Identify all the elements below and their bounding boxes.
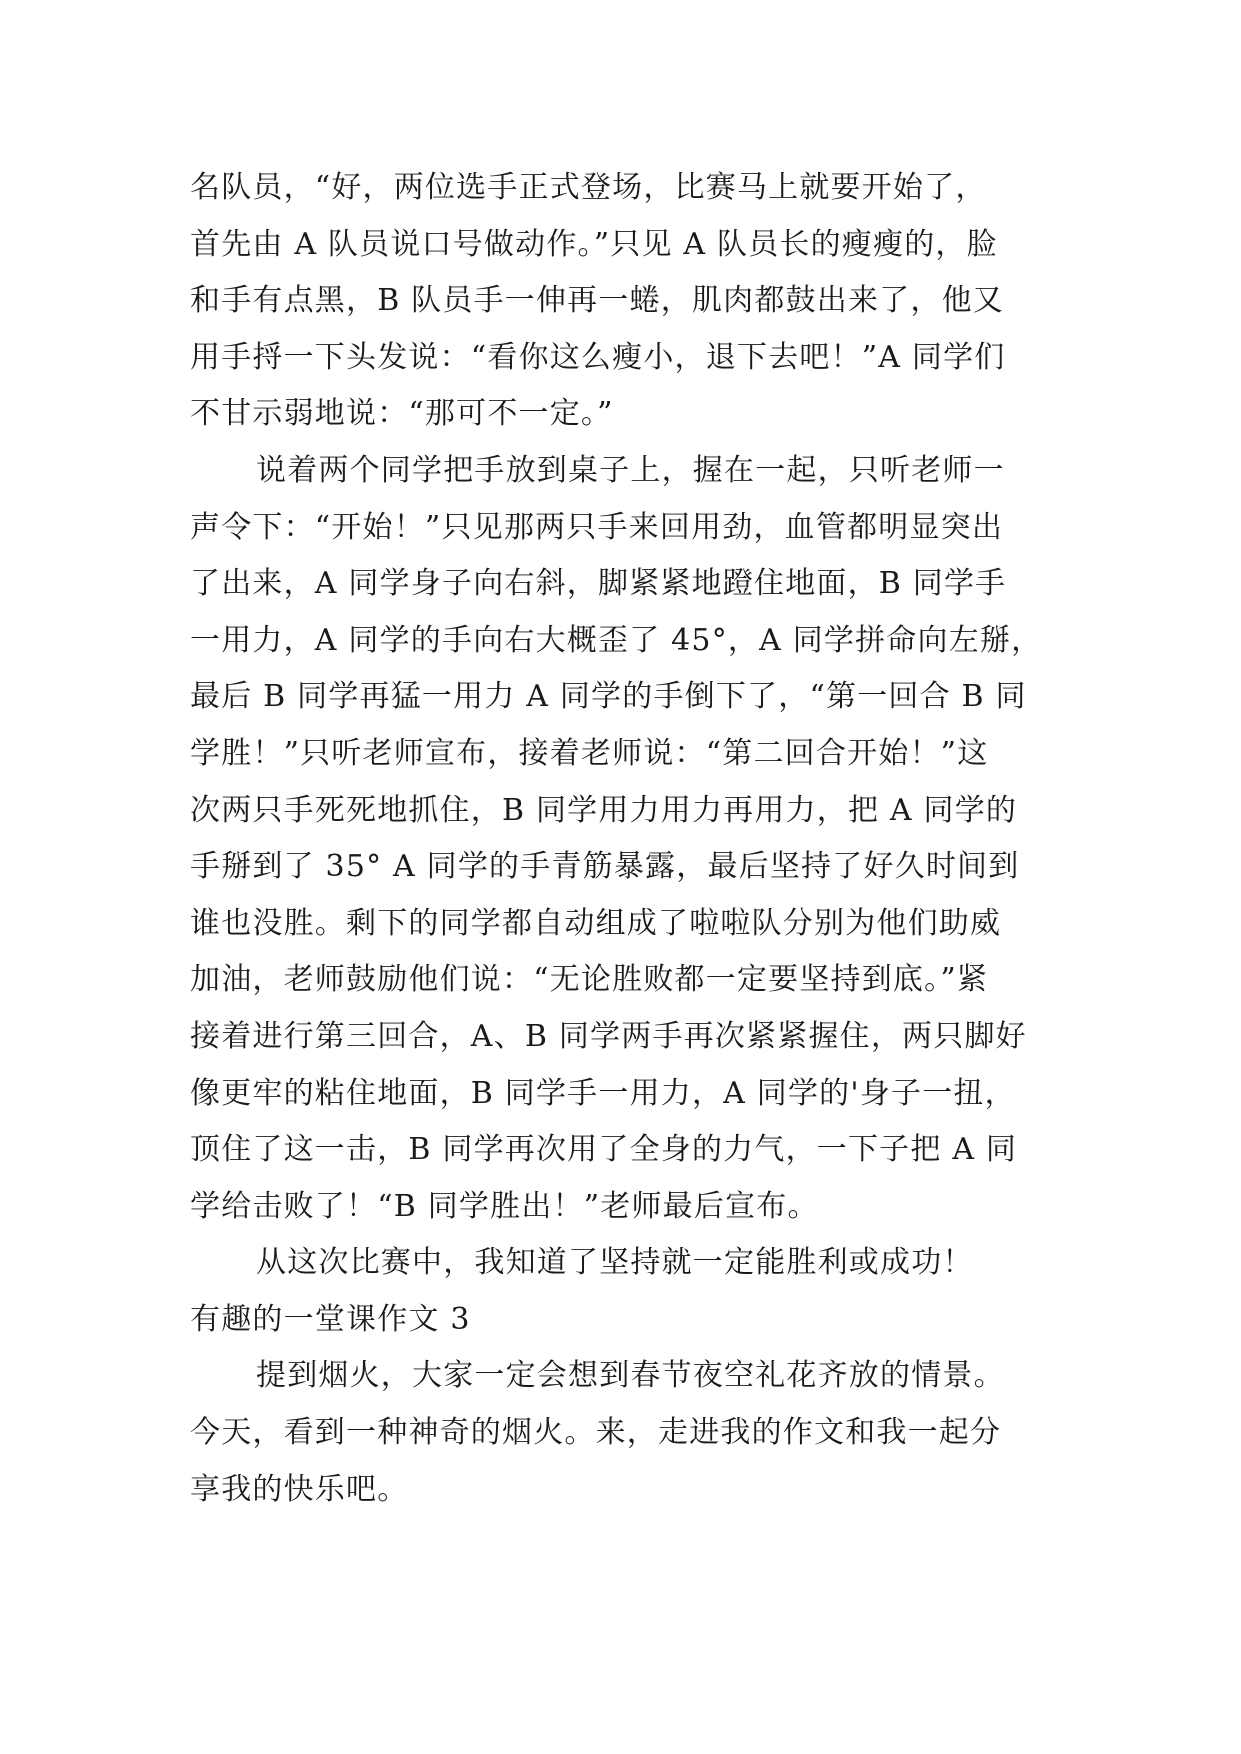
paragraph-line: 加油，老师鼓励他们说：“无论胜败都一定要坚持到底。”紧	[190, 962, 989, 998]
paragraph-line: 了出来，A 同学身子向右斜，脚紧紧地蹬住地面，B 同学手	[190, 566, 1007, 602]
paragraph-line: 一用力，A 同学的手向右大概歪了 45°，A 同学拼命向左掰，	[190, 622, 1043, 658]
paragraph-line: 接着进行第三回合，A、B 同学两手再次紧紧握住，两只脚好	[190, 1018, 1027, 1054]
paragraph-line: 享我的快乐吧。	[190, 1471, 409, 1507]
paragraph-4	[190, 1348, 1065, 1518]
paragraph-line: 学胜！”只听老师宣布，接着老师说：“第二回合开始！”这	[190, 735, 989, 771]
paragraph-line: 提到烟火，大家一定会想到春节夜空礼花齐放的情景。	[256, 1358, 1005, 1394]
paragraph-line: 不甘示弱地说：“那可不一定。”	[190, 396, 614, 432]
paragraph-line: 最后 B 同学再猛一用力 A 同学的手倒下了，“第一回合 B 同	[190, 679, 1027, 715]
paragraph-line: 用手捋一下头发说：“看你这么瘦小，退下去吧！”A 同学们	[190, 339, 1006, 375]
paragraph-line: 说着两个同学把手放到桌子上，握在一起，只听老师一	[256, 452, 1005, 488]
paragraph-3	[190, 1235, 1065, 1292]
paragraph-line: 从这次比赛中，我知道了坚持就一定能胜利或成功！	[256, 1245, 974, 1281]
paragraph-line: 顶住了这一击，B 同学再次用了全身的力气，一下子把 A 同	[190, 1132, 1018, 1168]
paragraph-line: 像更牢的粘住地面，B 同学手一用力，A 同学的'身子一扭，	[190, 1075, 1016, 1111]
paragraph-1	[190, 160, 1065, 443]
paragraph-2	[190, 443, 1065, 1235]
paragraph-line: 和手有点黑，B 队员手一伸再一蜷，肌肉都鼓出来了，他又	[190, 283, 1004, 319]
paragraph-line: 学给击败了！“B 同学胜出！”老师最后宣布。	[190, 1188, 819, 1224]
section-heading: 有趣的一堂课作文 3	[190, 1301, 471, 1337]
paragraph-line: 名队员，“好，两位选手正式登场，比赛马上就要开始了，	[190, 170, 987, 205]
paragraph-line: 今天，看到一种神奇的烟火。来，走进我的作文和我一起分	[190, 1415, 1002, 1451]
paragraph-line: 谁也没胜。剩下的同学都自动组成了啦啦队分别为他们助威	[190, 905, 1002, 941]
paragraph-line: 次两只手死死地抓住，B 同学用力用力再用力，把 A 同学的	[190, 792, 1018, 828]
document-body	[190, 160, 1065, 1518]
paragraph-line: 首先由 A 队员说口号做动作。”只见 A 队员长的瘦瘦的，脸	[190, 226, 998, 262]
paragraph-line: 声令下：“开始！”只见那两只手来回用劲，血管都明显突出	[190, 509, 1004, 545]
paragraph-line: 手掰到了 35° A 同学的手青筋暴露，最后坚持了好久时间到	[190, 849, 1020, 885]
